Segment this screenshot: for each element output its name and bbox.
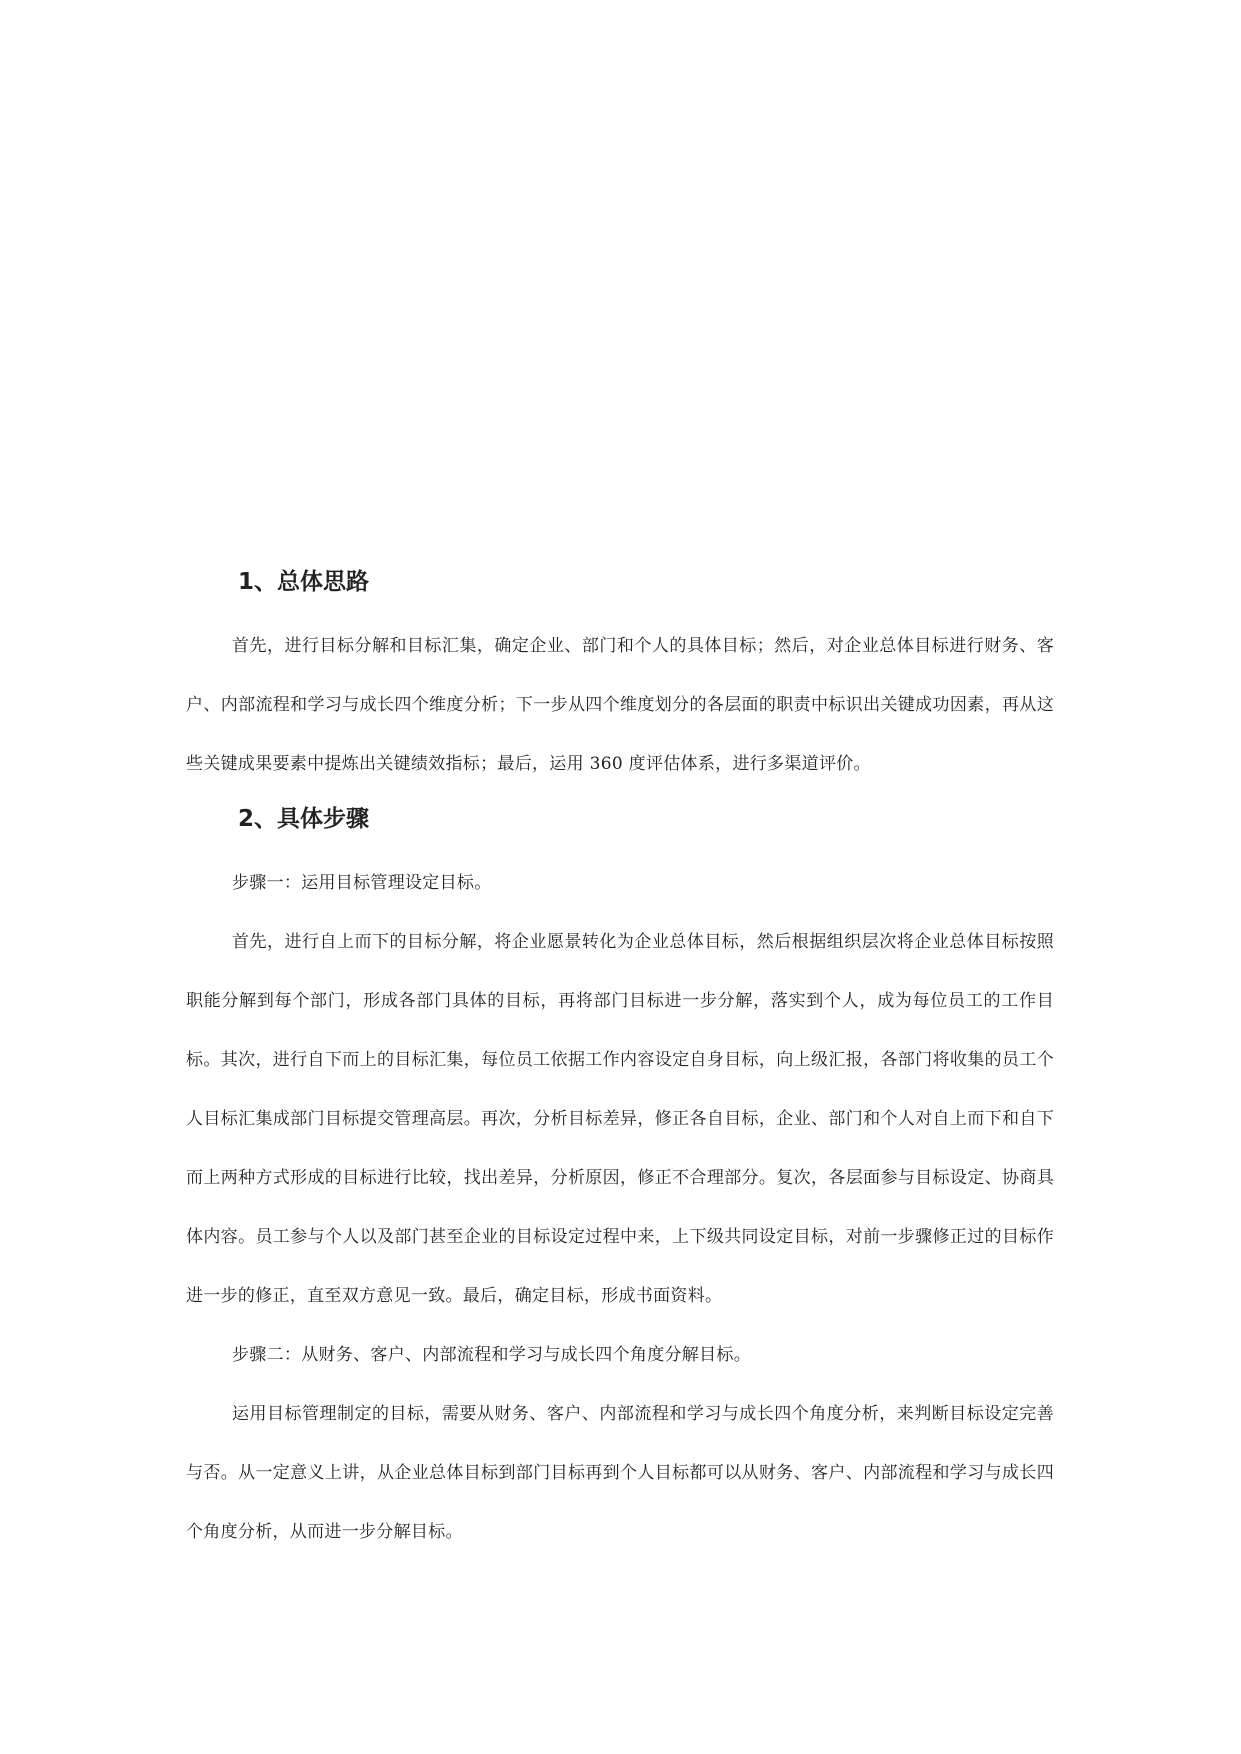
section-heading-overall-approach: 1、总体思路 (238, 569, 370, 595)
document-body (186, 565, 1054, 1562)
step-two-label: 步骤二：从财务、客户、内部流程和学习与成长四个角度分解目标。 (232, 1345, 751, 1365)
step-one-body: 首先，进行自上而下的目标分解，将企业愿景转化为企业总体目标，然后根据组织层次将企业总体目标按照职能分解到每个部门，形成各部门具体的目标，再将部门目标进一步分解，落实到个人，成为每位员工的工作目标。其次，进行自下而上的目标汇集，每位员工依据工作内容设定自身目标，向上级汇报，各部门将收集的员工个人目标汇集成部门目标提交管理高层。再次，分析目标差异，修正各自目标，企业、部门和个人对自上而下和自下而上两种方式形成的目标进行比较，找出差异，分析原因，修正不合理部分。复次，各层面参与目标设定、协商具体内容。员工参与个人以及部门甚至企业的目标设定过程中来，上下级共同设定目标，对前一步骤修正过的目标作进一步的修正，直至双方意见一致。最后，确定目标，形成书面资料。 (186, 932, 1054, 1306)
section-heading-specific-steps: 2、具体步骤 (238, 806, 370, 832)
paragraph-overall-approach: 首先，进行目标分解和目标汇集，确定企业、部门和个人的具体目标；然后，对企业总体目标进行财务、客户、内部流程和学习与成长四个维度分析；下一步从四个维度划分的各层面的职责中标识出关键成功因素，再从这些关键成果要素中提炼出关键绩效指标；最后，运用 360 度评估体系，进行多渠道评价。 (186, 636, 1054, 774)
step-one-label: 步骤一：运用目标管理设定目标。 (232, 873, 492, 893)
step-two-body: 运用目标管理制定的目标，需要从财务、客户、内部流程和学习与成长四个角度分析，来判断目标设定完善与否。从一定意义上讲，从企业总体目标到部门目标再到个人目标都可以从财务、客户、内部流程和学习与成长四个角度分析，从而进一步分解目标。 (186, 1404, 1054, 1542)
